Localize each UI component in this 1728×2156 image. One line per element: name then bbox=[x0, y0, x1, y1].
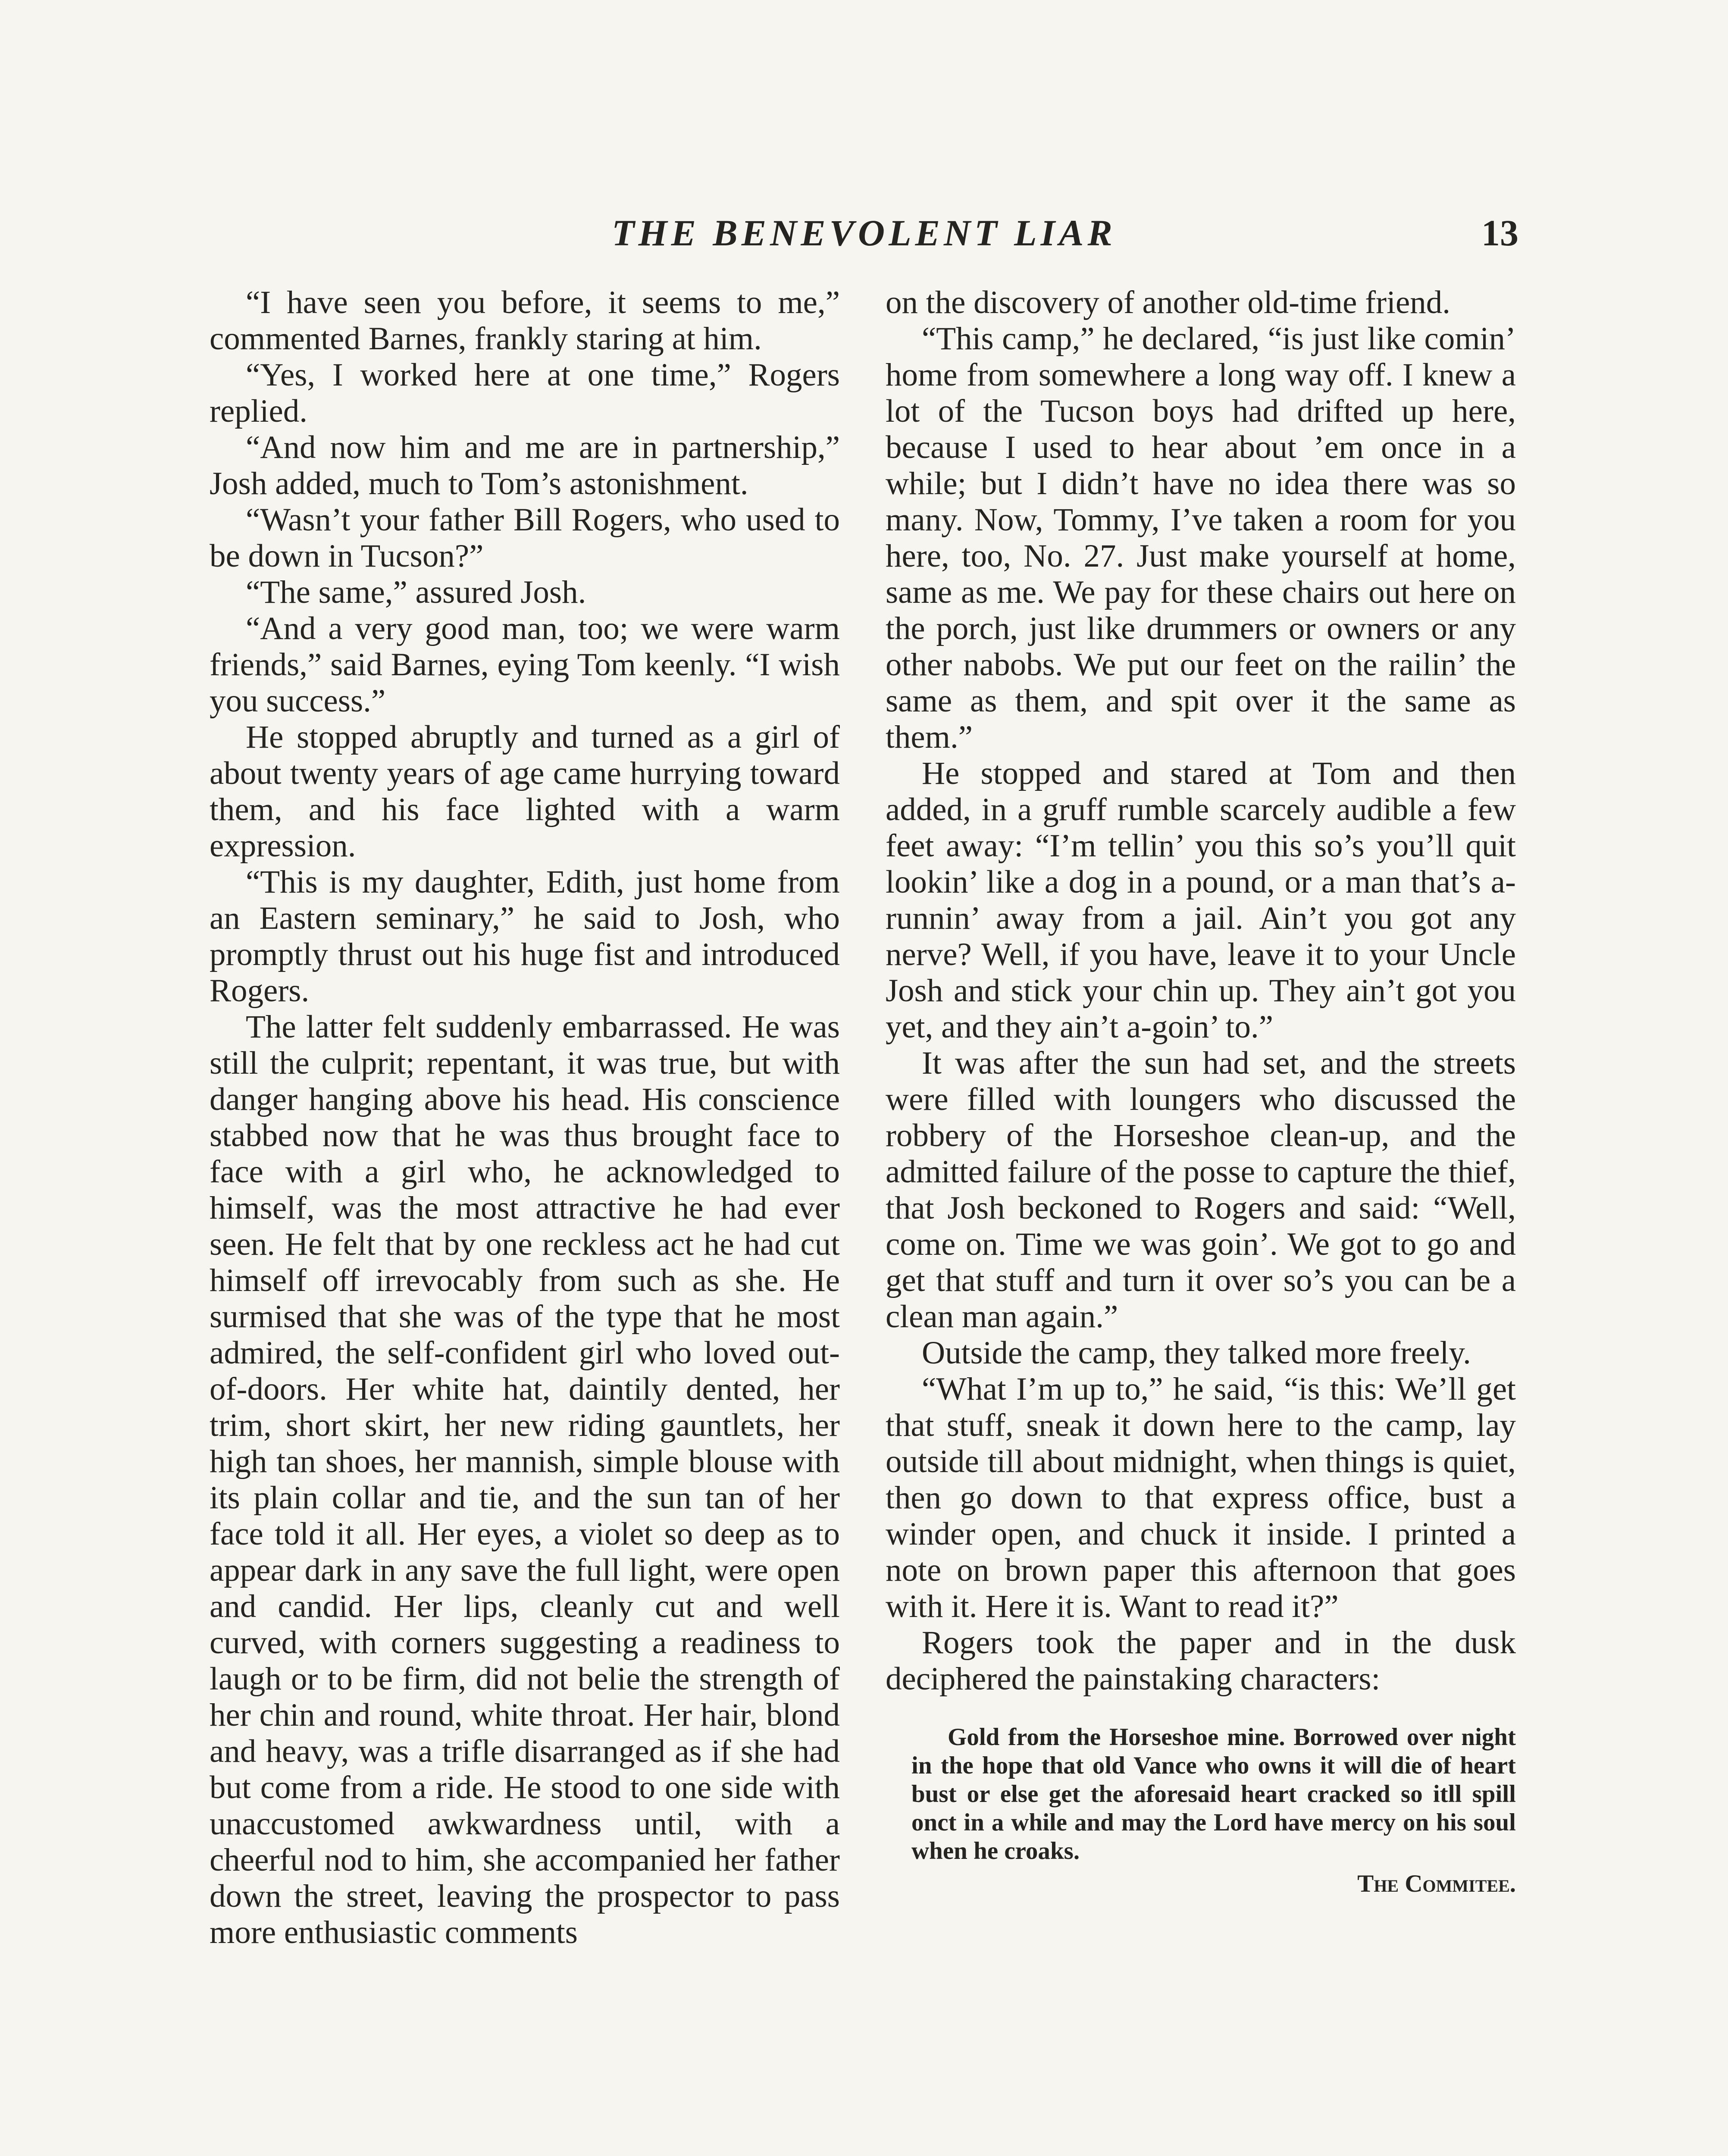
paragraph: “I have seen you before, it seems to me,” commented Barnes, frankly staring at him. bbox=[210, 285, 840, 357]
paragraph: “The same,” assured Josh. bbox=[246, 574, 586, 610]
page-header bbox=[210, 203, 1518, 272]
paragraph: It was after the sun had set, and the streets were filled with loungers who discussed the robbery of the Horseshoe clean-up, and the admitted failure of the posse to capture the thief, that Josh beckoned to Rogers and said: “Well, come on. Time we was goin’. We got to go and get that stuff and turn it over so’s you can be a clean man again.” bbox=[886, 1045, 1516, 1335]
paragraph: “And now him and me are in partnership,” Josh added, much to Tom’s astonishment. bbox=[210, 429, 840, 501]
paragraph: on the discovery of another old-time friend. bbox=[886, 285, 1451, 320]
paragraph: The latter felt suddenly embarrassed. He was still the culprit; repentant, it was true, but with danger hanging above his head. His conscience stabbed now that he was thus brought face to face with a girl who, he acknowledged to himself, was the most attractive he had ever seen. He felt that by one reckless act he had cut himself off irrevocably from such as she. He surmised that she was of the type that he most admired, the self-confident girl who loved out-of-doors. Her white hat, daintily dented, her trim, short skirt, her new riding gauntlets, her high tan shoes, her mannish, simple blouse with its plain collar and tie, and the sun tan of her face told it all. Her eyes, a violet so deep as to appear dark in any save the full light, were open and candid. Her lips, cleanly cut and well curved, with corners suggesting a readiness to laugh or to be firm, did not belie the strength of her chin and round, white throat. Her hair, blond and heavy, was a trifle disarranged as if she had but come from a ride. He stood to one side with unaccustomed awkwardness until, with a cheerful nod to him, she accompanied her father down the street, leaving the prospector to pass more enthusiastic comments bbox=[210, 1009, 840, 1950]
paragraph: He stopped abruptly and turned as a girl of about twenty years of age came hurrying toward them, and his face lighted with a warm expression. bbox=[210, 719, 840, 864]
paragraph: Rogers took the paper and in the dusk deciphered the painstaking characters: bbox=[886, 1625, 1516, 1697]
note-text: Gold from the Horseshoe mine. Borrowed over night in the hope that old Vance who owns it will die of heart bust or else get the aforesaid heart cracked so itll spill onct in a while and may the Lord have mercy on his soul when he croaks. bbox=[911, 1724, 1516, 1865]
paragraph: “Wasn’t your father Bill Rogers, who used to be down in Tucson?” bbox=[210, 502, 840, 574]
paragraph: He stopped and stared at Tom and then added, in a gruff rumble scarcely audible a few feet away: “I’m tellin’ you this so’s you’ll quit lookin’ like a dog in a pound, or a man that’s a-runnin’ away from a jail. Ain’t you got any nerve? Well, if you have, leave it to your Uncle Josh and stick your chin up. They ain’t got you yet, and they ain’t a-goin’ to.” bbox=[886, 755, 1516, 1045]
printed-note bbox=[886, 1723, 1516, 1898]
running-title: THE BENEVOLENT LIAR bbox=[612, 212, 1116, 254]
paragraph: “And a very good man, too; we were warm friends,” said Barnes, eying Tom keenly. “I wish you success.” bbox=[210, 611, 840, 719]
paragraph: Outside the camp, they talked more freely. bbox=[922, 1335, 1471, 1371]
note-signature: The Commitee. bbox=[1357, 1870, 1516, 1897]
paragraph: “This camp,” he declared, “is just like comin’ home from somewhere a long way off. I knew a lot of the Tucson boys had drifted up here, because I used to hear about ’em once in a while; but I didn’t have no idea there was so many. Now, Tommy, I’ve taken a room for you here, too, No. 27. Just make yourself at home, same as me. We pay for these chairs out here on the porch, just like drummers or owners or any other nabobs. We put our feet on the railin’ the same as them, and spit over it the same as them.” bbox=[886, 321, 1516, 755]
right-column bbox=[886, 285, 1516, 1898]
paragraph: “Yes, I worked here at one time,” Rogers replied. bbox=[210, 357, 840, 429]
paragraph: “This is my daughter, Edith, just home from an Eastern seminary,” he said to Josh, who promptly thrust out his huge fist and introduced Rogers. bbox=[210, 864, 840, 1009]
left-column bbox=[210, 285, 840, 1951]
page-number: 13 bbox=[1481, 212, 1518, 254]
paragraph: “What I’m up to,” he said, “is this: We’ll get that stuff, sneak it down here to the camp, lay outside till about midnight, when things is quiet, then go down to that express office, bust a winder open, and chuck it inside. I printed a note on brown paper this afternoon that goes with it. Here it is. Want to read it?” bbox=[886, 1371, 1516, 1624]
